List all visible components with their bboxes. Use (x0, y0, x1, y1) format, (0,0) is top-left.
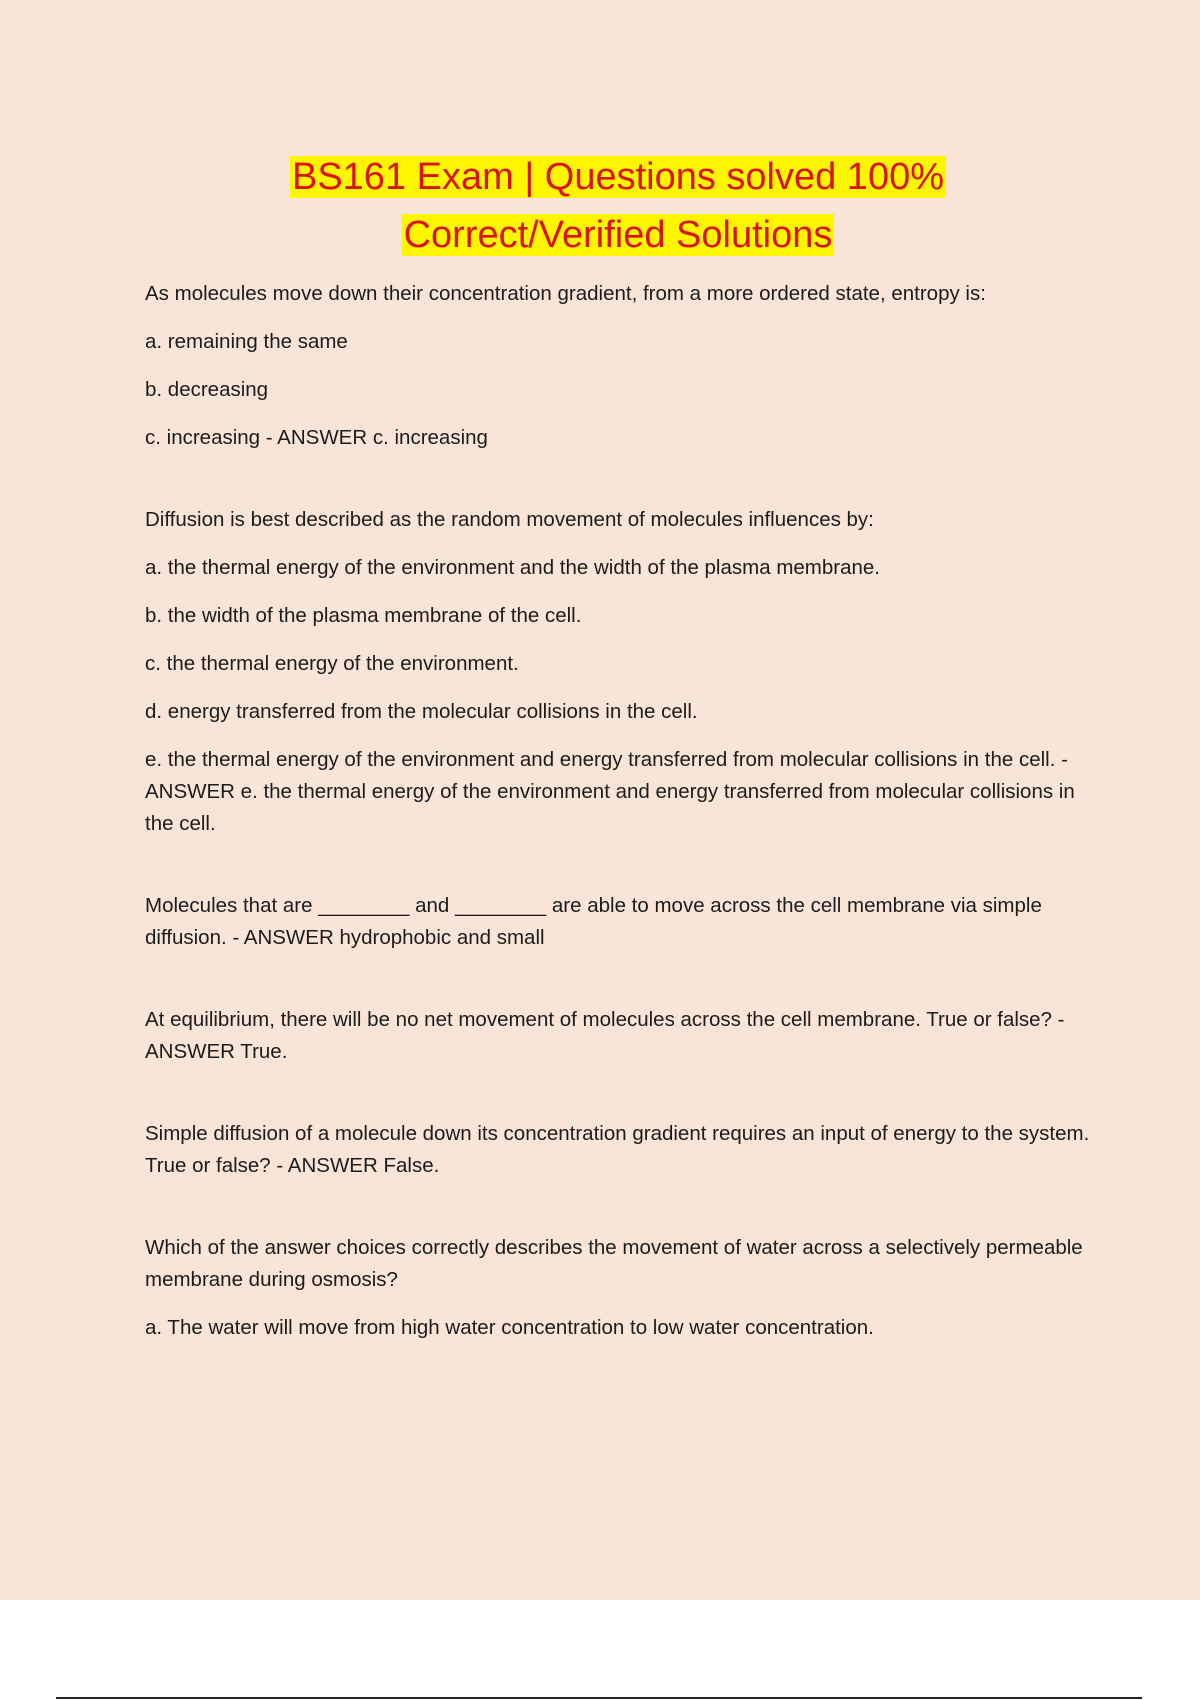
question-text: Which of the answer choices correctly describes the movement of water across a selectively permeable membrane during osmosis? (145, 1236, 1083, 1291)
answer-option: c. increasing - ANSWER c. increasing (145, 426, 488, 449)
document-title (0, 148, 1200, 264)
question-block (145, 1232, 1095, 1344)
answer-option: b. decreasing (145, 378, 269, 401)
title-line-2: Correct/Verified Solutions (403, 214, 833, 256)
question-text: Diffusion is best described as the random movement of molecules influences by: (145, 508, 874, 531)
question-text: At equilibrium, there will be no net movement of molecules across the cell membrane. True or false? - ANSWER True. (145, 1008, 1065, 1063)
question-block (145, 278, 1095, 454)
question-list (145, 278, 1095, 1394)
answer-option: a. The water will move from high water concentration to low water concentration. (145, 1316, 874, 1339)
question-text: Simple diffusion of a molecule down its concentration gradient requires an input of energy to the system. True or false? - ANSWER False. (145, 1122, 1090, 1177)
title-line-1: BS161 Exam | Questions solved 100% (291, 156, 944, 198)
question-text: As molecules move down their concentration gradient, from a more ordered state, entropy is: (145, 282, 986, 305)
page-bottom-rule (56, 1697, 1142, 1699)
answer-option: a. the thermal energy of the environment and the width of the plasma membrane. (145, 556, 880, 579)
answer-option: c. the thermal energy of the environment. (145, 652, 519, 675)
question-block (145, 1004, 1095, 1068)
answer-option: d. energy transferred from the molecular collisions in the cell. (145, 700, 698, 723)
answer-option: e. the thermal energy of the environment and energy transferred from molecular collisions in the cell. - ANSWER e. the thermal energy of the environment and energy transferred from molecular collisions in the cell. (145, 748, 1075, 835)
question-block (145, 504, 1095, 840)
question-block (145, 890, 1095, 954)
question-block (145, 1118, 1095, 1182)
question-text: Molecules that are ________ and ________ are able to move across the cell membrane via simple diffusion. - ANSWER hydrophobic and small (145, 894, 1042, 949)
answer-option: a. remaining the same (145, 330, 348, 353)
answer-option: b. the width of the plasma membrane of the cell. (145, 604, 582, 627)
